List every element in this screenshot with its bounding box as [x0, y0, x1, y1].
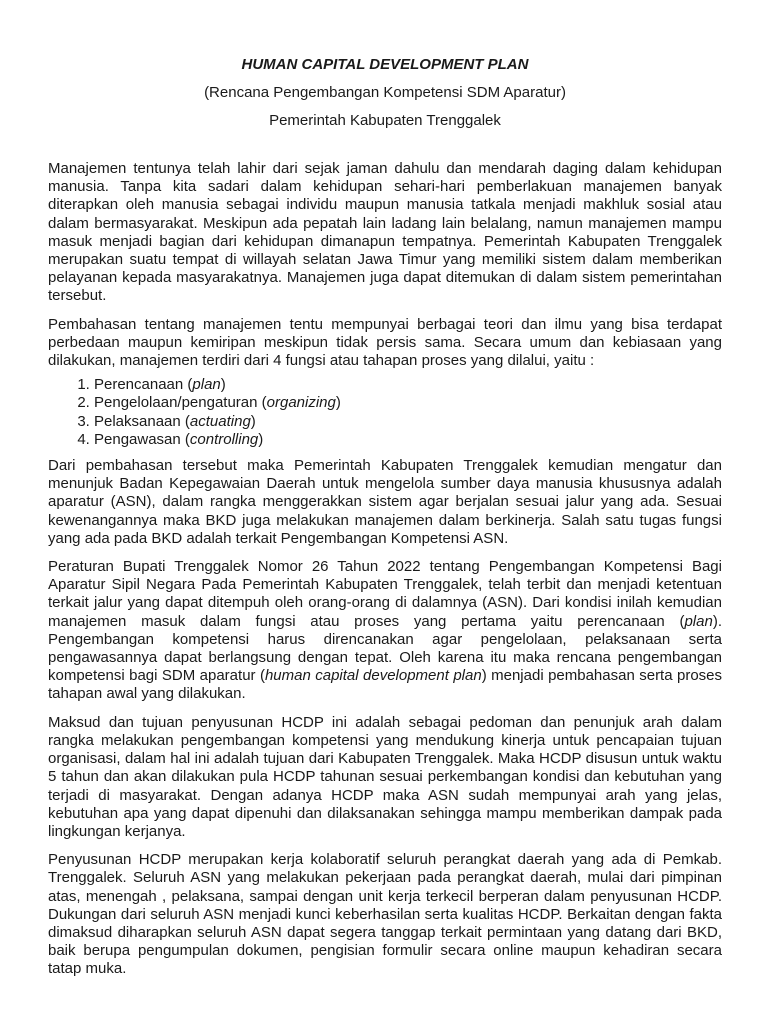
management-functions-list: [48, 376, 722, 449]
paragraph-functions: Pembahasan tentang manajemen tentu mempunyai berbagai teori dan ilmu yang bisa terdapat perbedaan maupun kemiripan meskipun tidak persis sama. Secara umum dan kebiasaan yang dilakukan, manajemen terdiri dari 4 fungsi atau tahapan proses yang dilalui, yaitu :: [48, 315, 722, 370]
document-institution: Pemerintah Kabupaten Trenggalek: [269, 112, 501, 129]
list-item: 3. Pelaksanaan (actuating): [94, 413, 722, 431]
list-item: 1. Perencanaan (plan): [94, 376, 722, 394]
list-item: 2. Pengelolaan/pengaturan (organizing): [94, 394, 722, 412]
paragraph-collaboration: Penyusunan HCDP merupakan kerja kolaboratif seluruh perangkat daerah yang ada di Pemkab. Trenggalek. Seluruh ASN yang melakukan pekerjaan pada perangkat daerah, mulai dari pimpinan atas, menengah , pelaksana, sampai dengan unit kerja terkecil berperan dalam penyusunan HCDP. Dukungan dari seluruh ASN menjadi kunci keberhasilan serta kualitas HCDP. Berkaitan dengan fakta dimaksud diharapkan seluruh ASN dapat segera tanggap terkait permintaan yang datang dari BKD, baik berupa pengumpulan dokumen, pengisian formulir secara online maupun kehadiran secara tatap muka.: [48, 851, 722, 978]
paragraph-purpose: Maksud dan tujuan penyusunan HCDP ini adalah sebagai pedoman dan penunjuk arah dalam rangka melakukan pengembangan kompetensi yang mendukung kinerja untuk pencapaian tujuan organisasi, dalam hal ini adalah tujuan dari Kabupaten Trenggalek. Maka HCDP disusun untuk waktu 5 tahun dan akan dilakukan pula HCDP tahunan sesuai perkembangan kondisi dan kebutuhan yang terjadi di masyarakat. Dengan adanya HCDP maka ASN sudah mempunyai arah yang jelas, kebutuhan apa yang dapat dipenuhi dan dilaksanakan sehingga mampu memberikan dampak pada lingkungan kerjanya.: [48, 713, 722, 840]
paragraph-bkd: Dari pembahasan tersebut maka Pemerintah Kabupaten Trenggalek kemudian mengatur dan menunjuk Badan Kepegawaian Daerah untuk mengelola sumber daya manusia khususnya adalah aparatur (ASN), dalam rangka menggerakkan sistem agar berjalan sesuai jalur yang ada. Sesuai kewenangannya maka BKD juga melakukan manajemen dalam berkinerja. Salah satu tugas fungsi yang ada pada BKD adalah terkait Pengembangan Kompetensi ASN.: [48, 457, 722, 547]
document-title: HUMAN CAPITAL DEVELOPMENT PLAN: [241, 56, 529, 73]
paragraph-regulation: Peraturan Bupati Trenggalek Nomor 26 Tahun 2022 tentang Pengembangan Kompetensi Bagi Aparatur Sipil Negara Pada Pemerintah Kabupaten Trenggalek, telah terbit dan menjadi ketentuan terkait jalur yang dapat ditempuh oleh orang-orang di dalamnya (ASN). Dari kondisi inilah kemudian manajemen masuk dalam fungsi atau proses yang pertama yaitu perencanaan (plan). Pengembangan kompetensi harus direncanakan agar pengelolaan, pelaksanaan serta pengawasannya dapat berlangsung dengan tepat. Oleh karena itu maka rencana pengembangan kompetensi bagi SDM aparatur (human capital development plan) menjadi pembahasan serta proses tahapan awal yang dilakukan.: [48, 558, 723, 703]
paragraph-intro: Manajemen tentunya telah lahir dari sejak jaman dahulu dan mendarah daging dalam kehidupan manusia. Tanpa kita sadari dalam kehidupan sehari-hari pemberlakuan manajemen banyak diterapkan oleh manusia sebagai individu maupun manusia tatkala menjadi makhluk sosial atau dalam bermasyarakat. Meskipun ada pepatah lain ladang lain belalang, namun manajemen mampu masuk menjadi bagian dari kehidupan dimanapun tempatnya. Pemerintah Kabupaten Trenggalek merupakan suatu tempat di willayah selatan Jawa Timur yang memiliki sistem dalam memberikan pelayanan kepada masyarakatnya. Manajemen juga dapat ditemukan di dalam sistem pemerintahan tersebut.: [48, 160, 722, 305]
document-page: [48, 55, 722, 989]
list-item: 4. Pengawasan (controlling): [94, 431, 722, 449]
document-subtitle: (Rencana Pengembangan Kompetensi SDM Aparatur): [204, 84, 566, 101]
